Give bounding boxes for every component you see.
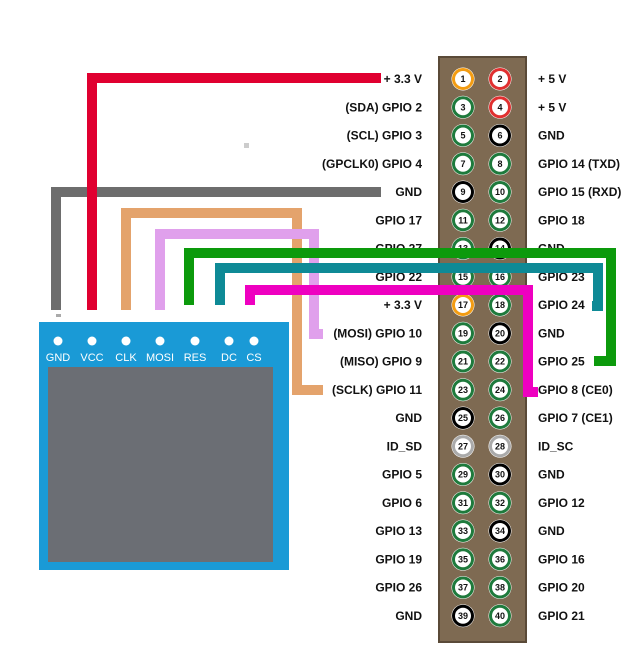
left-pin-label: + 3.3 V: [383, 298, 422, 312]
header-pin-22: [489, 350, 512, 373]
pin-number: 4: [497, 102, 503, 113]
right-pin-label: GPIO 15 (RXD): [538, 185, 622, 199]
header-pin-37: [452, 576, 475, 599]
header-pin-23: [452, 378, 475, 401]
header-pin-3: [452, 96, 475, 119]
right-pin-label: GPIO 24: [538, 298, 585, 312]
pin-number: 32: [494, 497, 506, 508]
right-pin-label: GND: [538, 467, 565, 482]
display-screen: [48, 367, 273, 562]
header-pin-20: [489, 322, 512, 345]
right-pin-label: GND: [538, 326, 565, 341]
pin-number: 40: [494, 610, 506, 621]
header-pin-31: [452, 491, 475, 514]
left-pin-label: (MOSI) GPIO 10: [333, 326, 422, 341]
pin-number: 1: [460, 74, 466, 84]
right-pin-label: + 5 V: [538, 100, 567, 115]
header-pin-12: [489, 209, 512, 232]
display-pin-label: CS: [246, 352, 262, 364]
pin-number: 30: [494, 469, 506, 480]
display-pin-label: RES: [183, 352, 207, 364]
header-pin-10: [489, 181, 512, 204]
right-pin-label: GPIO 7 (CE1): [538, 411, 613, 425]
pin-number: 25: [457, 413, 469, 423]
display-pin-label: CLK: [115, 352, 137, 364]
left-pin-label: GPIO 22: [375, 269, 422, 284]
left-pin-label: (SDA) GPIO 2: [345, 100, 422, 115]
pin-number: 23: [457, 384, 469, 395]
header-pin-8: [489, 152, 512, 175]
left-pin-label: GPIO 27: [375, 241, 422, 256]
left-pin-label: GPIO 26: [375, 580, 422, 595]
right-pin-label: GPIO 20: [538, 580, 585, 595]
display-pin-dot: [225, 337, 234, 346]
header-pin-6: [489, 124, 512, 147]
header-pin-36: [489, 548, 512, 571]
left-pin-label: (SCL) GPIO 3: [346, 128, 422, 143]
left-pin-label: + 3.3 V: [383, 72, 422, 86]
pin-number: 27: [457, 441, 469, 452]
pin-number: 15: [457, 271, 469, 282]
right-pin-label: GND: [538, 241, 565, 256]
gpio-header: [439, 57, 526, 642]
pin-number: 28: [494, 441, 506, 452]
pin-number: 10: [494, 187, 506, 197]
display-pin-label: MOSI: [145, 352, 175, 364]
pin-number: 29: [457, 469, 469, 480]
pin-number: 36: [494, 554, 506, 565]
header-pin-35: [452, 548, 475, 571]
pin-number: 19: [457, 328, 469, 339]
stray-mark: [244, 143, 249, 148]
display-pin-dot: [88, 337, 97, 346]
left-pin-label: GPIO 5: [381, 467, 422, 482]
pin-number: 3: [460, 102, 466, 113]
display-pin-dot: [191, 337, 200, 346]
left-pin-label: (SCLK) GPIO 11: [331, 382, 422, 397]
pin-number: 11: [458, 215, 468, 226]
right-pin-label: GPIO 25: [538, 354, 585, 369]
header-pin-30: [489, 463, 512, 486]
pin-number: 26: [494, 413, 506, 423]
right-pin-label: GND: [538, 128, 565, 143]
pin-number: 34: [494, 526, 506, 536]
pin-number: 38: [494, 582, 506, 593]
pin-number: 5: [460, 130, 466, 141]
header-pin-27: [452, 435, 475, 458]
header-pin-26: [489, 407, 512, 430]
right-pin-label: GPIO 21: [538, 608, 585, 623]
pin-number: 20: [494, 328, 506, 339]
pin-number: 21: [457, 356, 469, 367]
right-pin-label: GPIO 14 (TXD): [538, 156, 621, 171]
header-pin-1: [452, 68, 475, 91]
left-pin-label: (MISO) GPIO 9: [339, 354, 422, 369]
header-pin-7: [452, 152, 475, 175]
right-pin-label: GND: [538, 524, 565, 538]
display-pin-label: DC: [221, 352, 237, 364]
pin-number: 12: [494, 215, 506, 226]
header-pin-19: [452, 322, 475, 345]
right-pin-label: GPIO 18: [538, 213, 585, 228]
header-pin-29: [452, 463, 475, 486]
left-pin-label: GND: [395, 411, 422, 425]
header-pin-38: [489, 576, 512, 599]
right-pin-label: ID_SC: [538, 439, 574, 454]
pin-number: 7: [460, 158, 466, 169]
display-pin-dot: [122, 337, 131, 346]
header-pin-39: [452, 604, 475, 627]
pin-number: 2: [497, 74, 503, 84]
pin-number: 35: [457, 554, 469, 565]
left-pin-label: GPIO 6: [381, 495, 422, 510]
header-pin-32: [489, 491, 512, 514]
header-pin-18: [489, 294, 512, 317]
pin-number: 13: [457, 243, 469, 254]
pin-number: 16: [494, 271, 506, 282]
header-pin-2: [489, 68, 512, 91]
right-pin-label: GPIO 12: [538, 495, 585, 510]
header-pin-4: [489, 96, 512, 119]
pin-number: 31: [457, 497, 469, 508]
display-pin-label: VCC: [80, 352, 104, 364]
left-pin-label: GPIO 17: [375, 213, 422, 228]
header-pin-25: [452, 407, 475, 430]
left-pin-label: (GPCLK0) GPIO 4: [321, 156, 422, 171]
pin-number: 39: [457, 610, 469, 621]
right-pin-label: GPIO 8 (CE0): [538, 382, 613, 397]
header-pin-11: [452, 209, 475, 232]
header-pin-28: [489, 435, 512, 458]
header-pin-24: [489, 378, 512, 401]
right-pin-label: GPIO 16: [538, 552, 585, 567]
display-pin-dot: [250, 337, 259, 346]
left-pin-label: ID_SD: [386, 439, 422, 454]
pin-number: 17: [457, 300, 469, 310]
stray-mark-2: [56, 314, 61, 317]
header-pin-9: [452, 181, 475, 204]
display-pin-dot: [156, 337, 165, 346]
right-pin-label: + 5 V: [538, 72, 567, 86]
pin-number: 18: [494, 300, 506, 310]
left-pin-label: GPIO 19: [375, 552, 422, 567]
pin-number: 37: [457, 582, 469, 593]
right-pin-label: GPIO 23: [538, 269, 585, 284]
pin-number: 8: [497, 158, 503, 169]
header-pin-17: [452, 294, 475, 317]
pin-number: 22: [494, 356, 506, 367]
pin-number: 6: [497, 130, 503, 141]
header-pin-5: [452, 124, 475, 147]
pin-number: 14: [494, 243, 506, 254]
display-pin-label: GND: [45, 352, 71, 364]
left-pin-label: GPIO 13: [375, 524, 422, 538]
header-pin-40: [489, 604, 512, 627]
header-pin-33: [452, 520, 475, 543]
pin-number: 9: [460, 187, 466, 197]
left-pin-label: GND: [395, 608, 422, 623]
pin-number: 24: [494, 384, 506, 395]
left-pin-label: GND: [395, 185, 422, 199]
display-pin-dot: [54, 337, 63, 346]
pin-number: 33: [457, 526, 469, 536]
header-pin-21: [452, 350, 475, 373]
header-pin-34: [489, 520, 512, 543]
